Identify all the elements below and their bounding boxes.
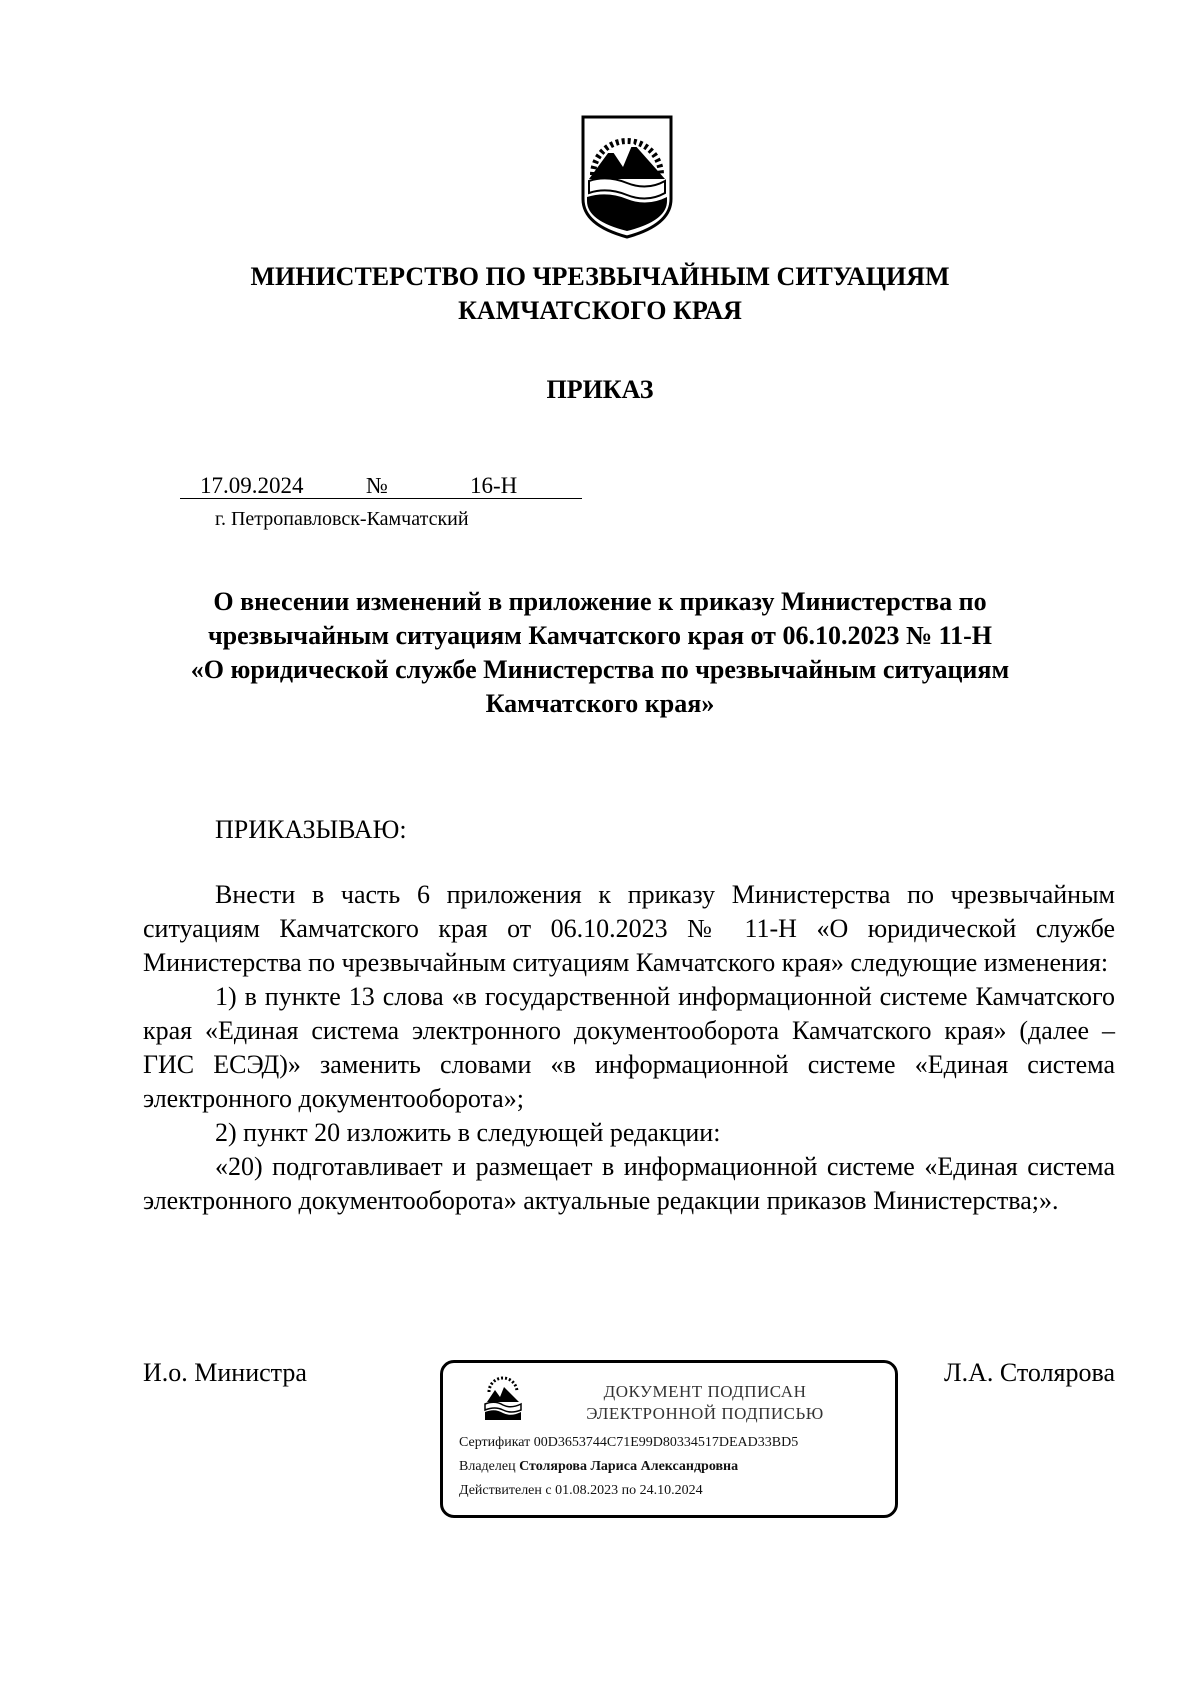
signatory-role: И.о. Министра	[143, 1358, 307, 1387]
certificate-value: 00D3653744C71E99D80334517DEAD33BD5	[533, 1435, 799, 1450]
document-type: ПРИКАЗ	[546, 375, 654, 404]
stamp-title-line: ЭЛЕКТРОННОЙ ПОДПИСЬЮ	[586, 1404, 824, 1423]
organization-name-line2: КАМЧАТСКОГО КРАЯ	[458, 296, 742, 325]
body-paragraph: Внести в часть 6 приложения к приказу Министерства по чрезвычайным ситуациям Камчатского края от 06.10.2023 № 11-Н «О юридической службе Министерства по чрезвычайным ситуациям Камчатского края» следующие изменения:	[143, 880, 1115, 977]
order-date: 17.09.2024	[200, 473, 304, 498]
valid-to: 24.10.2024	[639, 1483, 703, 1498]
order-city: г. Петропавловск-Камчатский	[215, 508, 469, 530]
valid-from: 01.08.2023	[555, 1483, 619, 1498]
electronic-signature-stamp	[440, 1360, 898, 1518]
stamp-validity	[459, 1483, 703, 1499]
stamp-certificate	[459, 1435, 798, 1451]
valid-from-prefix: с	[545, 1483, 552, 1498]
body-paragraph: 2) пункт 20 изложить в следующей редакции:	[215, 1118, 721, 1147]
owner-label: Владелец	[459, 1459, 516, 1474]
body-paragraph: «20) подготавливает и размещает в информационной системе «Единая система электронного документооборота» актуальные редакции приказов Министерства;».	[143, 1152, 1115, 1215]
owner-value: Столярова Лариса Александровна	[519, 1459, 739, 1474]
valid-to-prefix: по	[621, 1483, 637, 1498]
signatory-name: Л.А. Столярова	[944, 1358, 1115, 1387]
subject-line: «О юридической службе Министерства по чрезвычайным ситуациям	[190, 655, 1010, 684]
stamp-owner	[459, 1459, 738, 1475]
coat-of-arms-icon	[575, 113, 679, 241]
stamp-emblem-icon	[481, 1376, 525, 1424]
body-paragraph: 1) в пункте 13 слова «в государственной информационной системе Камчатского края «Единая система электронного документооборота Камчатского края» (далее – ГИС ЕСЭД)» заменить словами «в информационной системе «Единая система электронного документооборота»;	[143, 982, 1115, 1113]
organization-name-line1: МИНИСТЕРСТВО ПО ЧРЕЗВЫЧАЙНЫМ СИТУАЦИЯМ	[250, 262, 950, 291]
subject-line: Камчатского края»	[485, 689, 715, 718]
requisites-underline	[180, 498, 582, 499]
order-number: 16-Н	[470, 473, 518, 498]
stamp-title	[535, 1381, 875, 1425]
stamp-title-line: ДОКУМЕНТ ПОДПИСАН	[603, 1382, 807, 1401]
order-body	[143, 878, 1115, 1218]
orders-heading: ПРИКАЗЫВАЮ:	[215, 815, 407, 844]
number-sign: №	[366, 473, 388, 498]
subject-line: чрезвычайным ситуациям Камчатского края от 06.10.2023 № 11-Н	[207, 621, 993, 650]
subject-line: О внесении изменений в приложение к приказу Министерства по	[213, 587, 987, 616]
order-subject	[150, 585, 1050, 721]
valid-label: Действителен	[459, 1483, 542, 1498]
certificate-label: Сертификат	[459, 1435, 531, 1450]
